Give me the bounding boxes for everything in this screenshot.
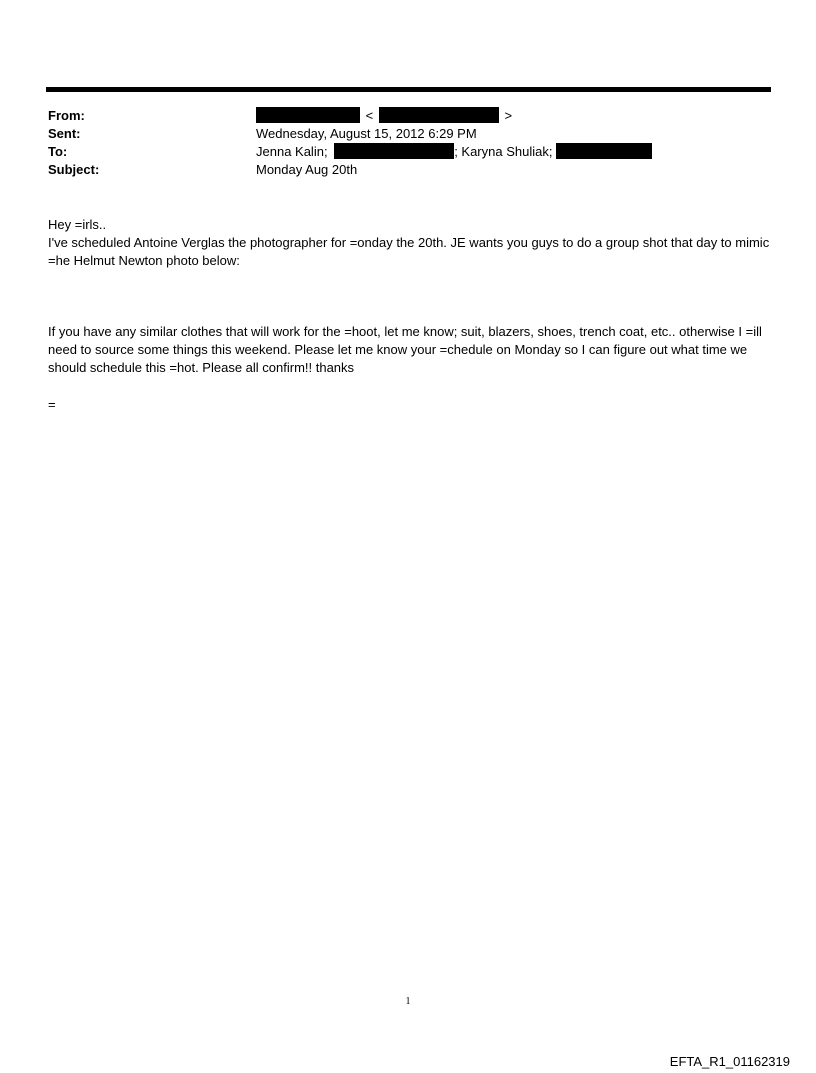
greeting: Hey =irls..	[48, 217, 107, 232]
to-row	[48, 143, 768, 161]
page-number: 1	[405, 996, 411, 1007]
from-value	[256, 107, 512, 125]
to-recipient-2: ; Karyna Shuliak;	[454, 144, 553, 159]
document-id: EFTA_R1_01162319	[669, 1054, 790, 1069]
sent-row	[48, 125, 768, 143]
email-body-intro	[48, 216, 773, 270]
redaction-block	[334, 143, 454, 159]
from-gt: >	[504, 108, 513, 123]
subject-row	[48, 161, 768, 179]
to-recipient-1: Jenna Kalin;	[256, 144, 328, 159]
from-lt: <	[365, 108, 374, 123]
email-body-trailing	[48, 396, 773, 414]
subject-value: Monday Aug 20th	[256, 162, 358, 177]
body-paragraph-2: If you have any similar clothes that will work for the =hoot, let me know; suit, blazers, shoes, trench coat, etc.. otherwise I =ill need to source some things this weekend. Please let me know your =chedule on Monday so I can figure out what time we should schedule this =hot. Please all confirm!! thanks	[48, 324, 762, 375]
header-rule	[46, 87, 771, 92]
body-paragraph-1: I've scheduled Antoine Verglas the photographer for =onday the 20th. JE wants you guys to do a group shot that day to mimic =he Helmut Newton photo below:	[48, 235, 770, 268]
sent-value: Wednesday, August 15, 2012 6:29 PM	[256, 126, 477, 141]
from-label: From:	[48, 108, 85, 123]
to-value	[256, 143, 652, 161]
sent-label: Sent:	[48, 126, 81, 141]
subject-label: Subject:	[48, 162, 100, 177]
from-row	[48, 107, 768, 125]
email-header	[48, 107, 768, 179]
trailing-char: =	[48, 397, 56, 412]
redaction-block	[556, 143, 652, 159]
email-body-main	[48, 323, 773, 377]
to-label: To:	[48, 144, 68, 159]
redaction-block	[256, 107, 360, 123]
redaction-block	[379, 107, 499, 123]
